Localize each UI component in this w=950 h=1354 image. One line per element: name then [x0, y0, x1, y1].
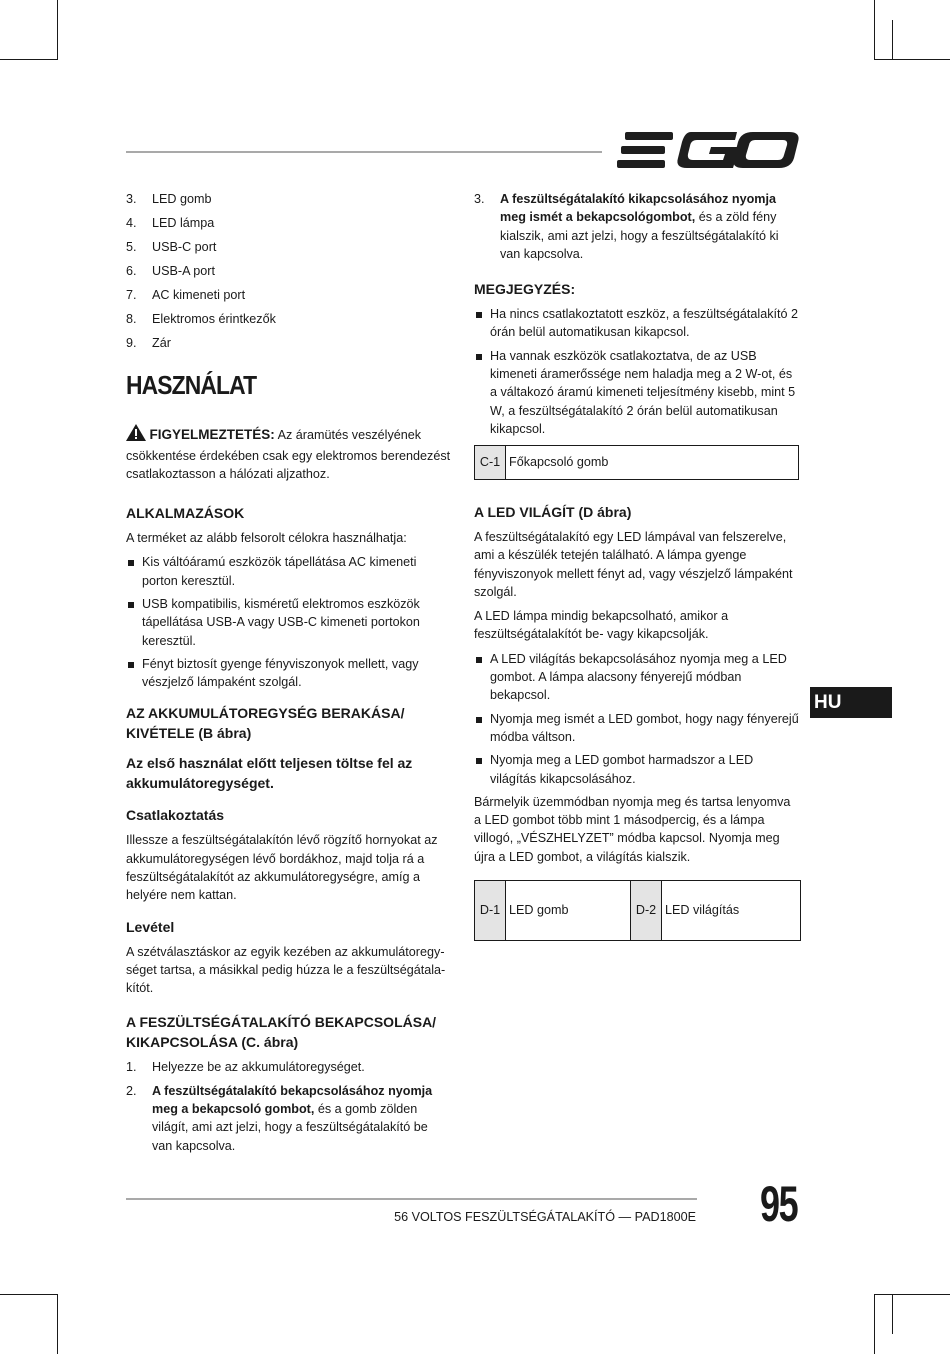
- brand-logo: [617, 130, 799, 170]
- list-item: 3. A feszültségátalakító kikapcsolásához nyomja meg ismét a bekapcsológombot, és a zöld fény kialszik, ami azt jelzi, hogy a feszültségátalakító ki van kapcsolva.: [474, 192, 779, 261]
- onoff-steps: [126, 1058, 451, 1155]
- list-item: 5. USB-C port: [126, 239, 217, 254]
- applications-list: [126, 553, 451, 691]
- list-item: Ha vannak eszközök csatlakoztatva, de az USB kimeneti áramerőssége nem haladja meg a 2 W-ot, és a váltakozó áramú kimeneti teljesítmény kisebb, mint 5 W, a feszültségátalakító 2 órán belül automatikusan kikapcsol.: [474, 347, 800, 438]
- list-item: 9. Zár: [126, 335, 171, 350]
- warning-paragraph: [126, 424, 451, 483]
- crop-mark: [892, 1294, 893, 1334]
- crop-mark: [892, 20, 893, 60]
- list-item: 7. AC kimeneti port: [126, 287, 246, 302]
- battery-heading: AZ AKKUMULÁTOREGYSÉG BERAKÁSA/ KIVÉTELE (B ábra): [126, 705, 405, 742]
- left-column: [126, 190, 451, 1155]
- list-item: 3. LED gomb: [126, 192, 212, 206]
- onoff-heading: A FESZÜLTSÉGÁTALAKÍTÓ BEKAPCSOLÁSA/ KIKAPCSOLÁSA (C. ábra): [126, 1013, 437, 1050]
- warning-label: FIGYELMEZTETÉS:: [149, 427, 275, 443]
- crop-mark: [874, 59, 950, 60]
- remove-heading: Levétel: [126, 918, 175, 935]
- applications-heading: ALKALMAZÁSOK: [126, 505, 245, 522]
- crop-mark: [874, 0, 875, 60]
- warning-text: Az áramütés veszélyének csökkentése érdekében csak egy elektromos berendezést csatlakoztasson a hálózati aljzathoz.: [126, 428, 451, 481]
- led-paragraph: A feszültségátalakító egy LED lámpával van felszerelve, ami a készülék tetején található. A lámpa gyenge fényviszonyok mellett fényt ad, vagy vészjelző lámpaként szolgál.: [474, 530, 793, 599]
- parts-list: [126, 190, 451, 352]
- legend-label: LED gomb: [506, 881, 631, 941]
- legend-label: Főkapcsoló gomb: [506, 446, 799, 480]
- connect-text: Illessze a feszültségátalakítón lévő rögzítő hornyokat az akkumulátoregységen lévő bordákhoz, majd tolja rá a feszültségátalakítót az akkumulátoregységre, amíg a helyére nem kattan.: [126, 833, 438, 903]
- note-heading: MEGJEGYZÉS:: [474, 281, 576, 298]
- legend-code: D-1: [475, 881, 506, 941]
- footer-rule: [126, 1198, 697, 1200]
- list-item: Kis váltóáramú eszközök tápellátása AC kimeneti porton keresztül.: [126, 553, 451, 590]
- crop-mark: [0, 59, 58, 60]
- crop-mark: [874, 1294, 875, 1354]
- right-column-led: [474, 502, 800, 866]
- list-item: Fényt biztosít gyenge fényviszonyok mellett, vagy vészjelző lámpaként szolgál.: [126, 655, 451, 692]
- crop-mark: [57, 1294, 58, 1354]
- list-item: A LED világítás bekapcsolásához nyomja meg a LED gombot. A lámpa alacsony fényerejű módban bekapcsol.: [474, 650, 800, 705]
- legend-code: D-2: [631, 881, 662, 941]
- onoff-steps-continued: [474, 190, 800, 263]
- warning-icon: [126, 424, 146, 446]
- crop-mark: [874, 1294, 950, 1295]
- led-list: [474, 650, 800, 788]
- list-item: 6. USB-A port: [126, 263, 215, 278]
- list-item: 8. Elektromos érintkezők: [126, 311, 276, 326]
- figure-d-legend: [474, 880, 801, 941]
- footer-product: 56 VOLTOS FESZÜLTSÉGÁTALAKÍTÓ — PAD1800E: [394, 1210, 696, 1224]
- page-number: 95: [760, 1176, 798, 1232]
- header-rule: [126, 151, 602, 153]
- led-heading: A LED VILÁGÍT (D ábra): [474, 504, 632, 520]
- usage-heading: HASZNÁLAT: [126, 370, 257, 401]
- language-tab: HU: [810, 687, 892, 718]
- crop-mark: [0, 1294, 58, 1295]
- led-paragraph: A LED lámpa mindig bekapcsolható, amikor a feszültségátalakítót be- vagy kikapcsolják.: [474, 609, 729, 642]
- list-item: USB kompatibilis, kisméretű elektromos eszközök tápellátása USB-A vagy USB-C kimeneti portokon keresztül.: [126, 595, 451, 650]
- remove-text: A szétválasztáskor az egyik kezében az akkumulátoregységet tartsa, a másikkal pedig húzza le a feszültségátalakítót.: [126, 944, 446, 996]
- list-item: Nyomja meg ismét a LED gombot, hogy nagy fényerejű módba váltson.: [474, 710, 800, 747]
- applications-intro: A terméket az alább felsorolt célokra használhatja:: [126, 531, 407, 546]
- crop-mark: [57, 0, 58, 60]
- legend-label: LED világítás: [662, 881, 801, 941]
- list-item: 4. LED lámpa: [126, 215, 215, 230]
- list-item: 1. Helyezze be az akkumulátoregységet.: [126, 1059, 365, 1074]
- legend-code: C-1: [475, 446, 506, 480]
- battery-note: Az első használat előtt teljesen töltse fel az akkumulátoregységet.: [126, 755, 413, 792]
- right-column: [474, 190, 800, 443]
- led-paragraph: Bármelyik üzemmódban nyomja meg és tartsa lenyomva a LED gombot több mint 1 másodpercig, és a lámpa villogó, „VÉSZHELYZET” módba kapcsol. Nyomja meg újra a LED gombot, a világítás kialszik.: [474, 794, 791, 864]
- notes-list: [474, 305, 800, 438]
- list-item: Ha nincs csatlakoztatott eszköz, a feszültségátalakító 2 órán belül automatikusan kikapcsol.: [474, 305, 800, 342]
- connect-heading: Csatlakoztatás: [126, 807, 225, 824]
- list-item: Nyomja meg a LED gombot harmadszor a LED világítás kikapcsolásához.: [474, 751, 800, 788]
- list-item: 2. A feszültségátalakító bekapcsolásához nyomja meg a bekapcsoló gombot, és a gomb zölden világít, ami azt jelzi, hogy a feszültségátalakító be van kapcsolva.: [126, 1083, 433, 1153]
- figure-c-legend: [474, 445, 799, 480]
